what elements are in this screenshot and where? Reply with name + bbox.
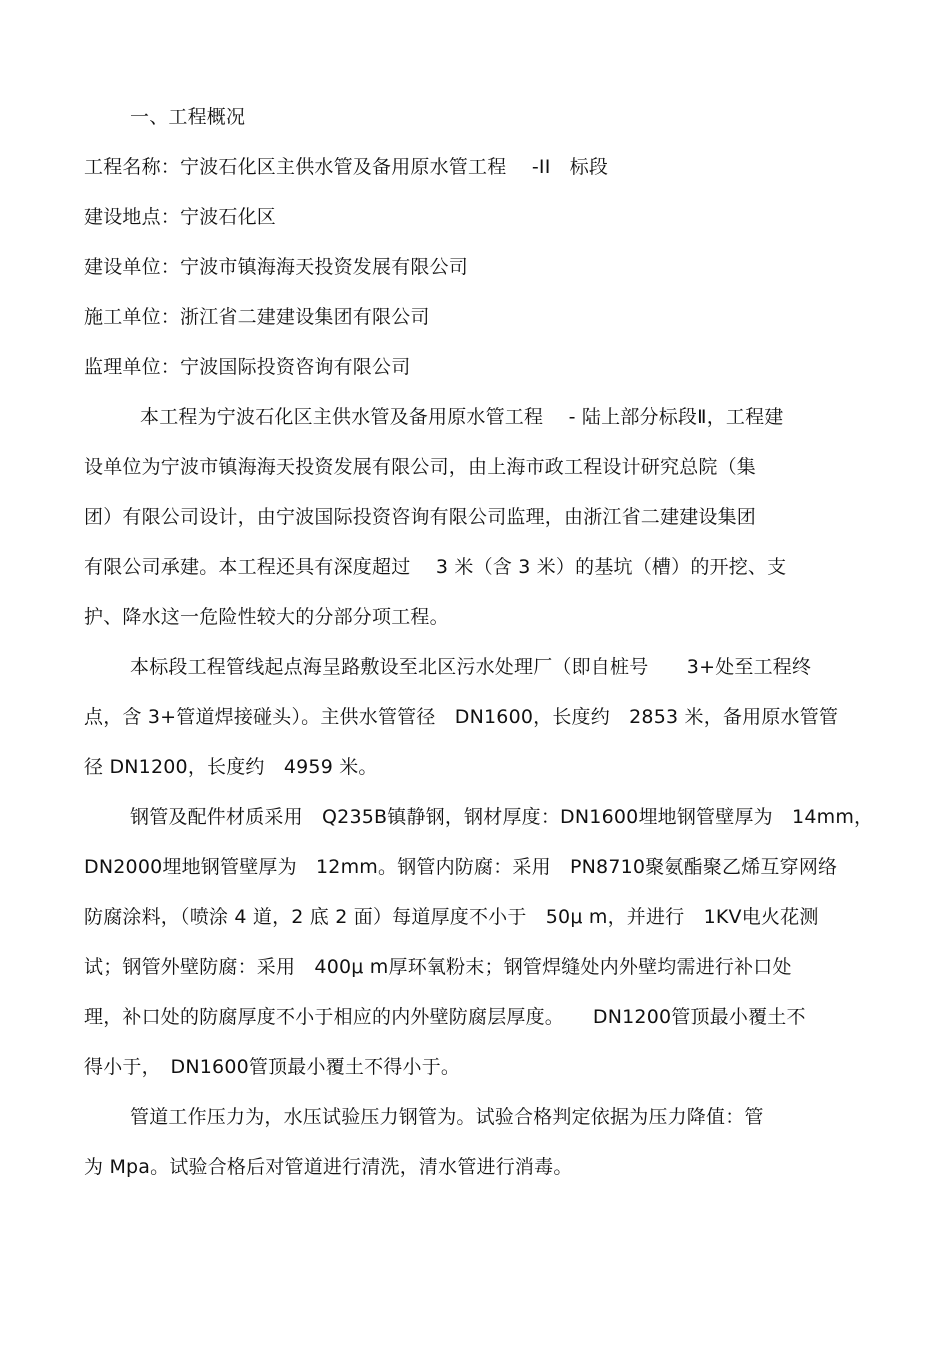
paragraph-line: 本标段工程管线起点海呈路敷设至北区污水处理厂（即自桩号 3+处至工程终 [130, 656, 812, 678]
paragraph-line: 护、降水这一危险性较大的分部分项工程。 [84, 606, 449, 628]
paragraph-line: 径 DN1200，长度约 4959 米。 [84, 756, 378, 778]
supervisor-line: 监理单位：宁波国际投资咨询有限公司 [84, 356, 411, 378]
paragraph-line: 为 Mpa。试验合格后对管道进行清洗，清水管进行消毒。 [84, 1156, 573, 1178]
paragraph-line: 防腐涂料，（喷涂 4 道，2 底 2 面）每道厚度不小于 50μ m，并进行 1KV电火花测 [84, 906, 819, 928]
contractor-line: 施工单位：浙江省二建建设集团有限公司 [84, 306, 430, 328]
paragraph-line: 得小于， DN1600管顶最小覆土不得小于。 [84, 1056, 461, 1078]
paragraph-line: 试；钢管外壁防腐：采用 400μ m厚环氧粉末；钢管焊缝处内外壁均需进行补口处 [84, 956, 792, 978]
paragraph-line: 钢管及配件材质采用 Q235B镇静钢，钢材厚度：DN1600埋地钢管壁厚为 14mm， [130, 806, 874, 828]
project-name-line: 工程名称：宁波石化区主供水管及备用原水管工程 -II 标段 [84, 156, 609, 178]
owner-line: 建设单位：宁波市镇海海天投资发展有限公司 [84, 256, 469, 278]
paragraph-line: 理，补口处的防腐厚度不小于相应的内外壁防腐层厚度。 DN1200管顶最小覆土不 [84, 1006, 806, 1028]
paragraph-line: 团）有限公司设计，由宁波国际投资咨询有限公司监理，由浙江省二建建设集团 [84, 506, 757, 528]
paragraph-line: 有限公司承建。本工程还具有深度超过 3 米（含 3 米）的基坑（槽）的开挖、支 [84, 556, 787, 578]
section-heading: 一、工程概况 [130, 106, 246, 128]
paragraph-line: 点，含 3+管道焊接碰头）。主供水管管径 DN1600，长度约 2853 米，备用原水管管 [84, 706, 839, 728]
paragraph-line: 本工程为宁波石化区主供水管及备用原水管工程 - 陆上部分标段Ⅱ，工程建 [140, 406, 784, 428]
location-line: 建设地点：宁波石化区 [84, 206, 277, 228]
paragraph-line: 管道工作压力为，水压试验压力钢管为。试验合格判定依据为压力降值：管 [130, 1106, 764, 1128]
paragraph-line: DN2000埋地钢管壁厚为 12mm。钢管内防腐：采用 PN8710聚氨酯聚乙烯互穿网络 [84, 856, 838, 878]
paragraph-line: 设单位为宁波市镇海海天投资发展有限公司，由上海市政工程设计研究总院（集 [84, 456, 757, 478]
